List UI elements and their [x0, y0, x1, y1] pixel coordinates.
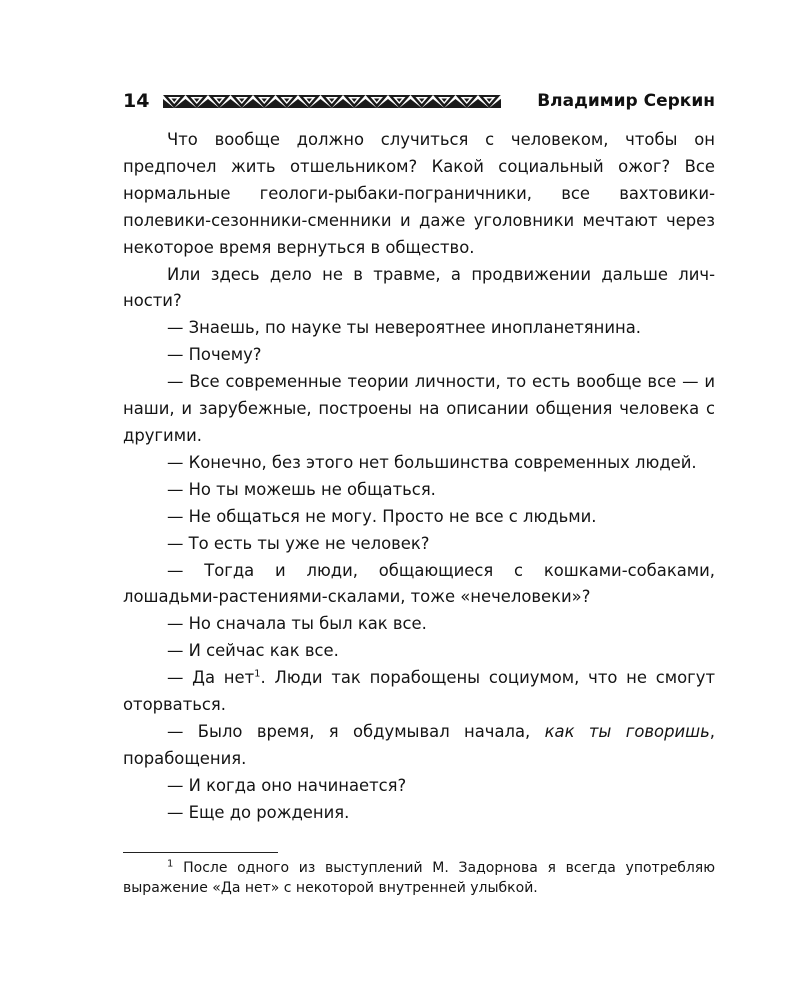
running-title: Владимир Серкин — [537, 91, 715, 111]
paragraph: Или здесь дело не в травме, а продвижении дальше личности? — [123, 264, 715, 311]
page-number: 14 — [123, 90, 150, 112]
dialogue-line: — И сейчас как все. — [167, 641, 339, 661]
text-span: — Да нет — [167, 668, 255, 688]
dialogue-line: — Тогда и люди, общающиеся с кошками-собаками, лошадьми-растениями-скалами, тоже «нечеловеки»? — [123, 560, 715, 607]
page-header — [123, 90, 715, 112]
dialogue-line — [123, 719, 715, 773]
dialogue-line: — Но ты можешь не общаться. — [167, 479, 436, 499]
paragraph: Что вообще должно случиться с человеком, чтобы он предпочел жить отшельником? Какой социальный ожог? Все нормальные геологи-рыбаки-пограничники, все вахтовики-полевики-сезонники-сменники и даже уголовники мечтают через некоторое время вернуться в общество. — [123, 130, 715, 257]
dialogue-line: — Не общаться не могу. Просто не все с людьми. — [167, 506, 597, 526]
dialogue-line: — Конечно, без этого нет большинства современных людей. — [167, 452, 697, 472]
text-span: , порабощения. — [123, 721, 715, 768]
dialogue-line: — Еще до рождения. — [167, 802, 350, 822]
body-text — [123, 127, 715, 827]
ornament-icon — [163, 94, 501, 109]
footnote-marker: 1 — [167, 858, 174, 870]
dialogue-line: — Но сначала ты был как все. — [167, 614, 427, 634]
dialogue-line: — Почему? — [167, 345, 262, 365]
dialogue-line — [123, 665, 715, 719]
text-span: — Было время, я обдумывал начала, — [167, 721, 545, 741]
dialogue-line: — Знаешь, по науке ты невероятнее инопланетянина. — [167, 318, 641, 338]
footnote-divider — [123, 852, 278, 853]
footnote-text: После одного из выступлений М. Задорнова я всегда употребляю выражение «Да нет» с некоторой внутренней улыбкой. — [123, 860, 715, 896]
footnote — [123, 858, 715, 898]
dialogue-line: — И когда оно начинается? — [167, 775, 407, 795]
dialogue-line: — Все современные теории личности, то есть вообще все — и наши, и зарубежные, построены на описании общения человека с другими. — [123, 372, 715, 445]
dialogue-line: — То есть ты уже не человек? — [167, 533, 430, 553]
text-span: . Люди так порабощены социумом, что не смогут оторваться. — [123, 668, 715, 715]
footnote-reference[interactable]: 1 — [254, 668, 261, 680]
emphasis: как ты говоришь — [544, 721, 710, 741]
